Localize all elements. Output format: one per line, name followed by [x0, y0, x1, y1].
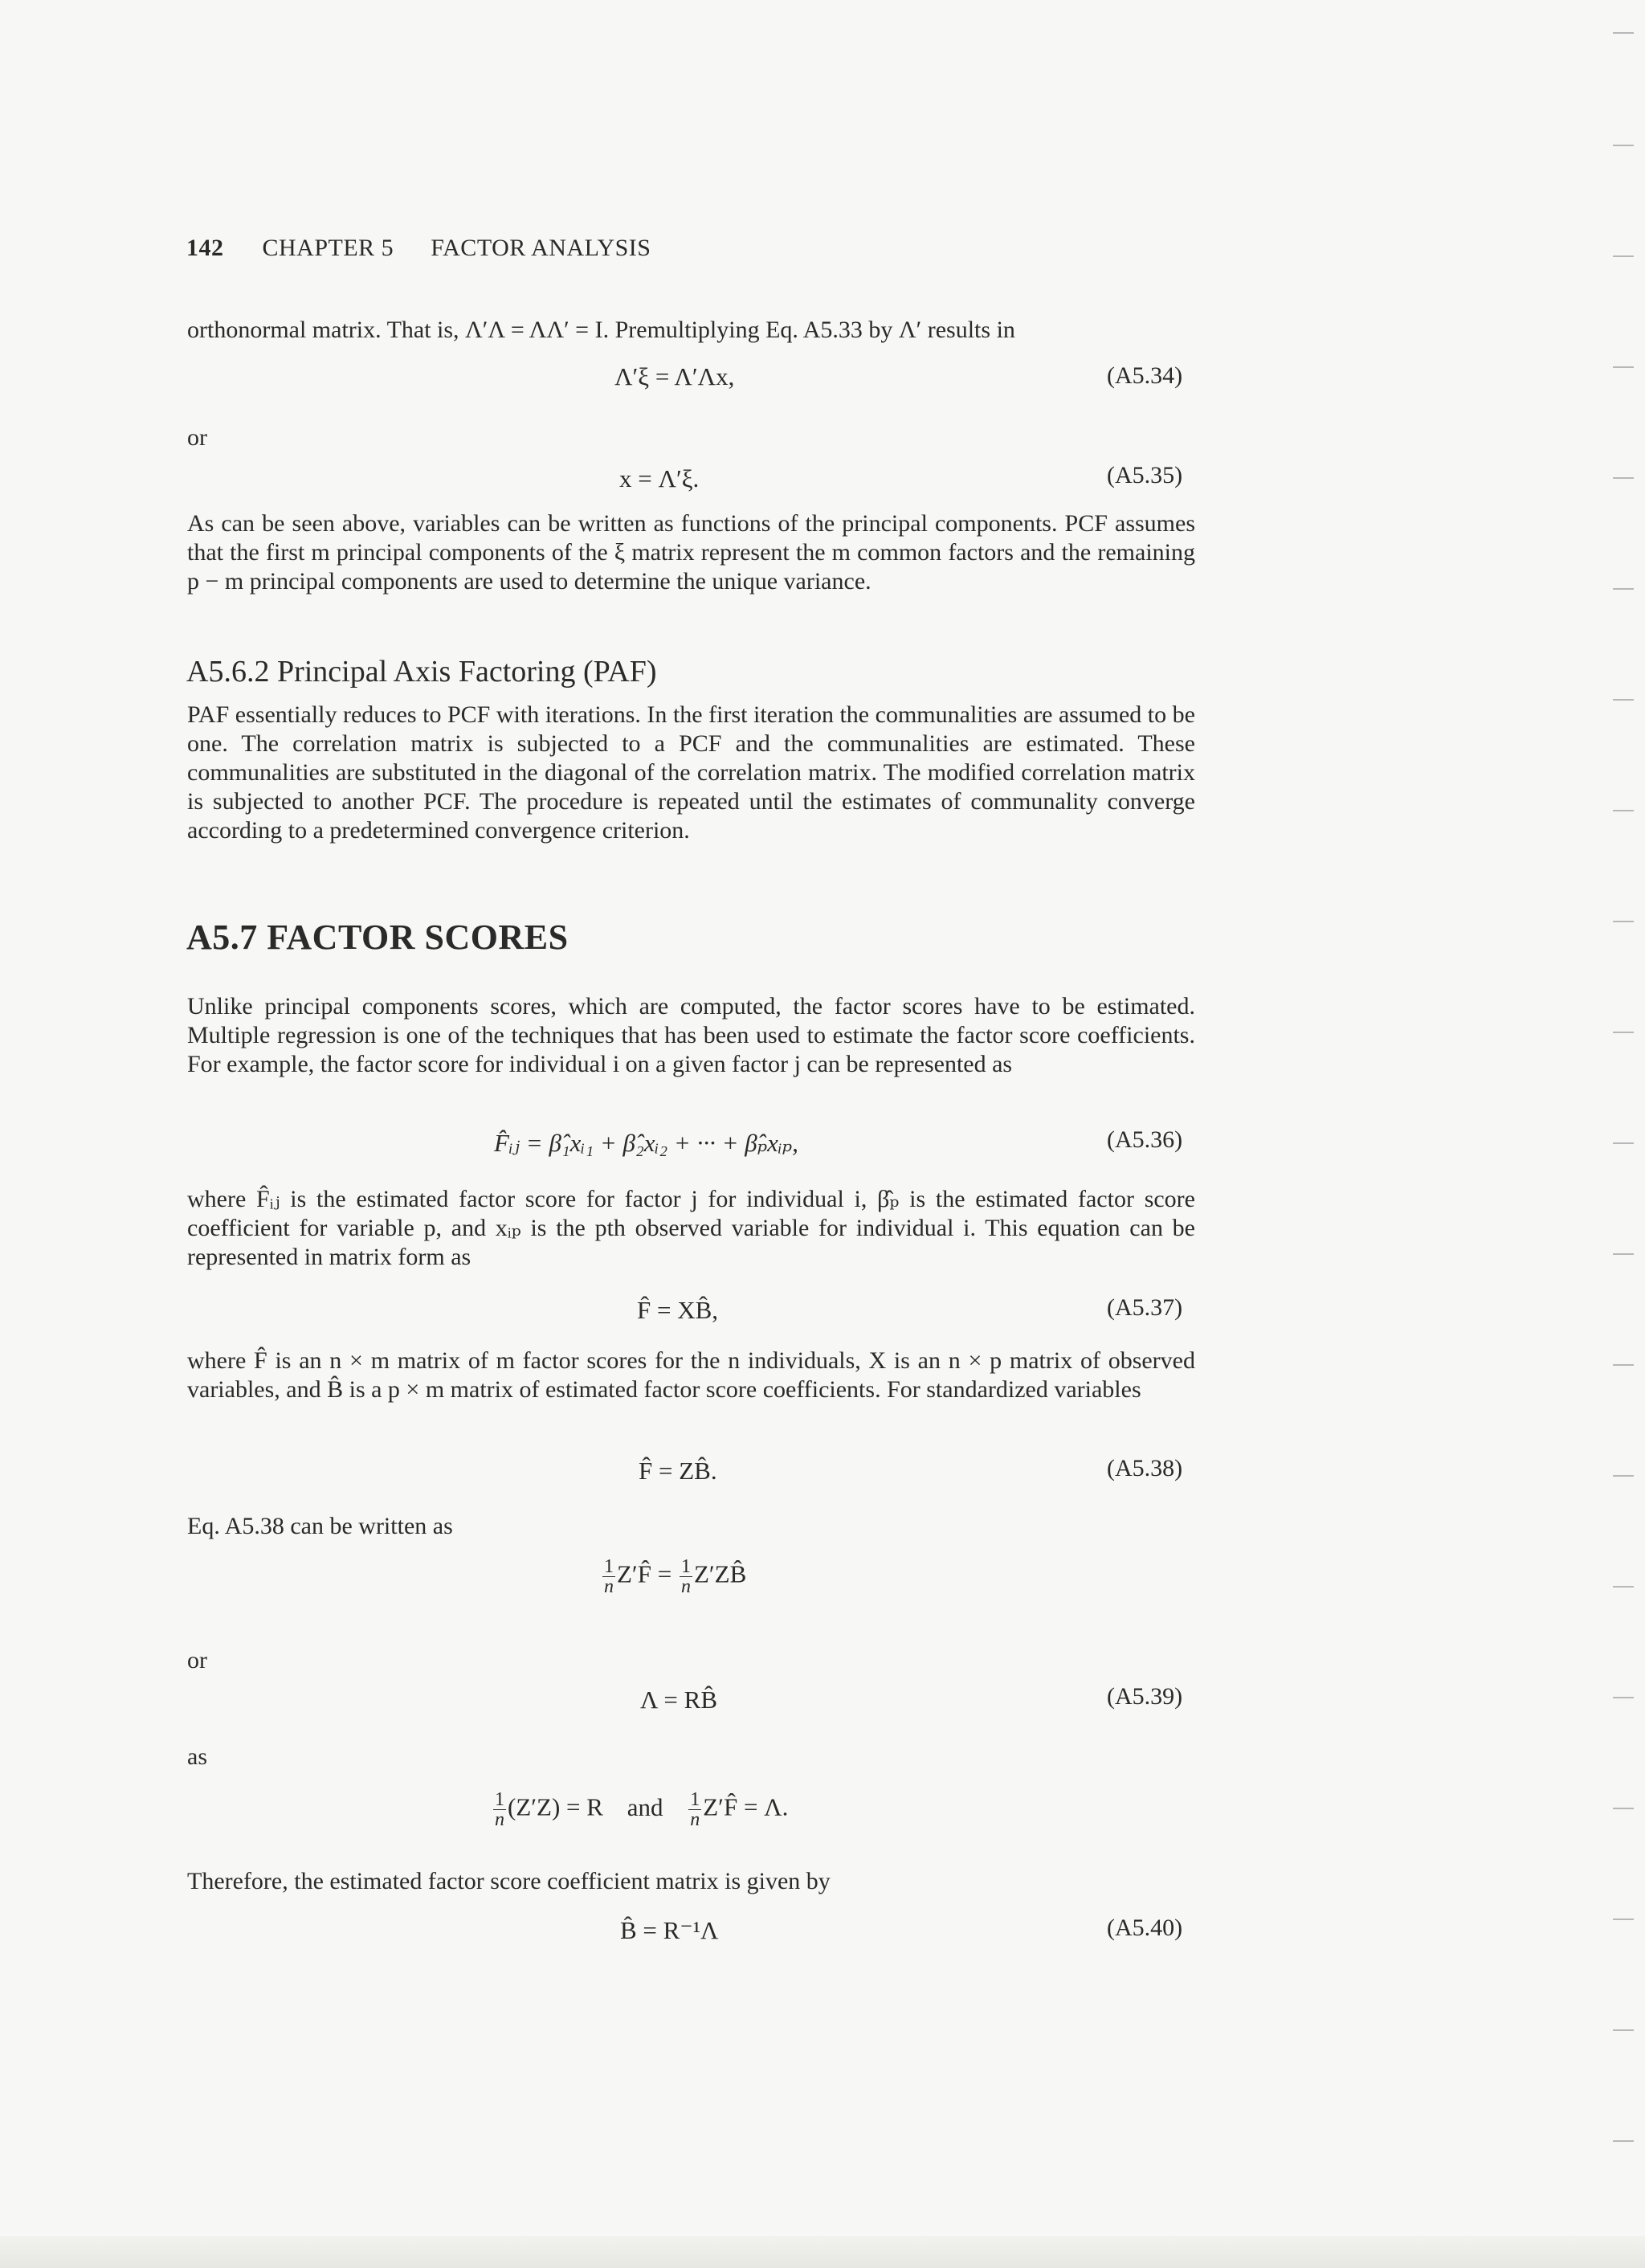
connective-and: and — [627, 1792, 663, 1821]
chapter-label: CHAPTER 5 — [262, 235, 394, 261]
definition-r: (Z′Z) = R — [508, 1792, 603, 1821]
fraction-numerator: 1 — [495, 1789, 504, 1810]
paragraph-where-fhat: where F̂ is an n × m matrix of m factor scores for the n individuals, X is an n × p matrix of observed variables, and B̂ is a p × m matrix of estimated factor score coefficients. For standardized variables — [187, 1347, 1195, 1403]
equation-number-a5-37: (A5.37) — [1107, 1294, 1183, 1321]
paragraph-eq-a5-38: Eq. A5.38 can be written as — [187, 1513, 453, 1539]
equation-fraction-form — [601, 1557, 746, 1596]
fraction-numerator: 1 — [680, 1556, 691, 1577]
fraction-one-over-n — [680, 1557, 692, 1596]
equation-number-a5-34: (A5.34) — [1107, 362, 1183, 389]
equation-a5-39: Λ = RB̂ — [640, 1686, 718, 1714]
paragraph-paf: PAF essentially reduces to PCF with iterations. In the first iteration the communalities are assumed to be one. The correlation matrix is subjected to a PCF and the communalities are estimated. These communalities are substituted in the diagonal of the correlation matrix. The modified correlation matrix is subjected to another PCF. The procedure is repeated until the estimates of communality converge according to a predetermined convergence criterion. — [187, 701, 1195, 844]
equation-a5-38: F̂ = ZB̂. — [639, 1457, 717, 1485]
equation-a5-36: F̂ᵢⱼ = β̂₁xᵢ₁ + β̂₂xᵢ₂ + ··· + β̂ₚxᵢₚ, — [494, 1129, 798, 1157]
paragraph-pcf: As can be seen above, variables can be written as functions of the principal components. PCF assumes that the first m principal components of the ξ matrix represent the m common factors and the remaining p − m principal components are used to determine the unique variance. — [187, 510, 1195, 595]
fraction-numerator: 1 — [604, 1556, 614, 1577]
equation-number-a5-39: (A5.39) — [1107, 1683, 1183, 1710]
connective-or: or — [187, 1647, 207, 1673]
equation-definitions — [492, 1790, 788, 1829]
equation-number-a5-38: (A5.38) — [1107, 1455, 1183, 1481]
definition-lambda: Z′F̂ = Λ. — [703, 1792, 789, 1821]
section-heading: A5.7 FACTOR SCORES — [186, 917, 569, 957]
paragraph-orthonormal: orthonormal matrix. That is, Λ′Λ = ΛΛ′ = I. Premultiplying Eq. A5.33 by Λ′ results in — [187, 317, 1015, 343]
connective-as: as — [187, 1743, 207, 1770]
equals-sign: = — [657, 1559, 672, 1588]
scan-edge-marks — [1611, 0, 1634, 2268]
scan-bottom-edge — [0, 2236, 1645, 2268]
fraction-one-over-n — [688, 1790, 701, 1829]
paragraph-where-f: where F̂ᵢⱼ is the estimated factor score for factor j for individual i, β̂ₚ is the estimated factor score coefficient for variable p, and xᵢₚ is the pth observed variable for individual i. This equation can be represented in matrix form as — [187, 1186, 1195, 1270]
equation-rhs: Z′ZB̂ — [693, 1559, 747, 1588]
equation-a5-40: B̂ = R⁻¹Λ — [620, 1916, 719, 1944]
equation-lhs: Z′F̂ — [617, 1559, 651, 1588]
subsection-heading: A5.6.2 Principal Axis Factoring (PAF) — [186, 655, 657, 689]
equation-a5-34: Λ′ξ = Λ′Λx, — [614, 362, 735, 390]
connective-or: or — [187, 424, 207, 451]
equation-number-a5-36: (A5.36) — [1107, 1126, 1183, 1153]
fraction-denominator: n — [680, 1576, 691, 1597]
paragraph-therefore: Therefore, the estimated factor score coefficient matrix is given by — [187, 1868, 831, 1894]
fraction-one-over-n — [493, 1790, 506, 1829]
fraction-numerator: 1 — [690, 1789, 700, 1810]
equation-a5-35: x = Λ′ξ. — [619, 464, 700, 492]
equation-number-a5-40: (A5.40) — [1107, 1915, 1183, 1941]
equation-a5-37: F̂ = XB̂, — [637, 1296, 719, 1324]
chapter-title: FACTOR ANALYSIS — [431, 235, 651, 261]
fraction-one-over-n — [602, 1557, 615, 1596]
page-number: 142 — [186, 235, 224, 261]
fraction-denominator: n — [604, 1576, 614, 1597]
equation-number-a5-35: (A5.35) — [1107, 462, 1183, 488]
fraction-denominator: n — [690, 1809, 700, 1830]
paragraph-factor-scores: Unlike principal components scores, which are computed, the factor scores have to be estimated. Multiple regression is one of the techniques that has been used to estimate the factor score coefficients. For example, the factor score for individual i on a given factor j can be represented as — [187, 993, 1195, 1077]
running-head — [186, 235, 651, 262]
fraction-denominator: n — [495, 1809, 504, 1830]
